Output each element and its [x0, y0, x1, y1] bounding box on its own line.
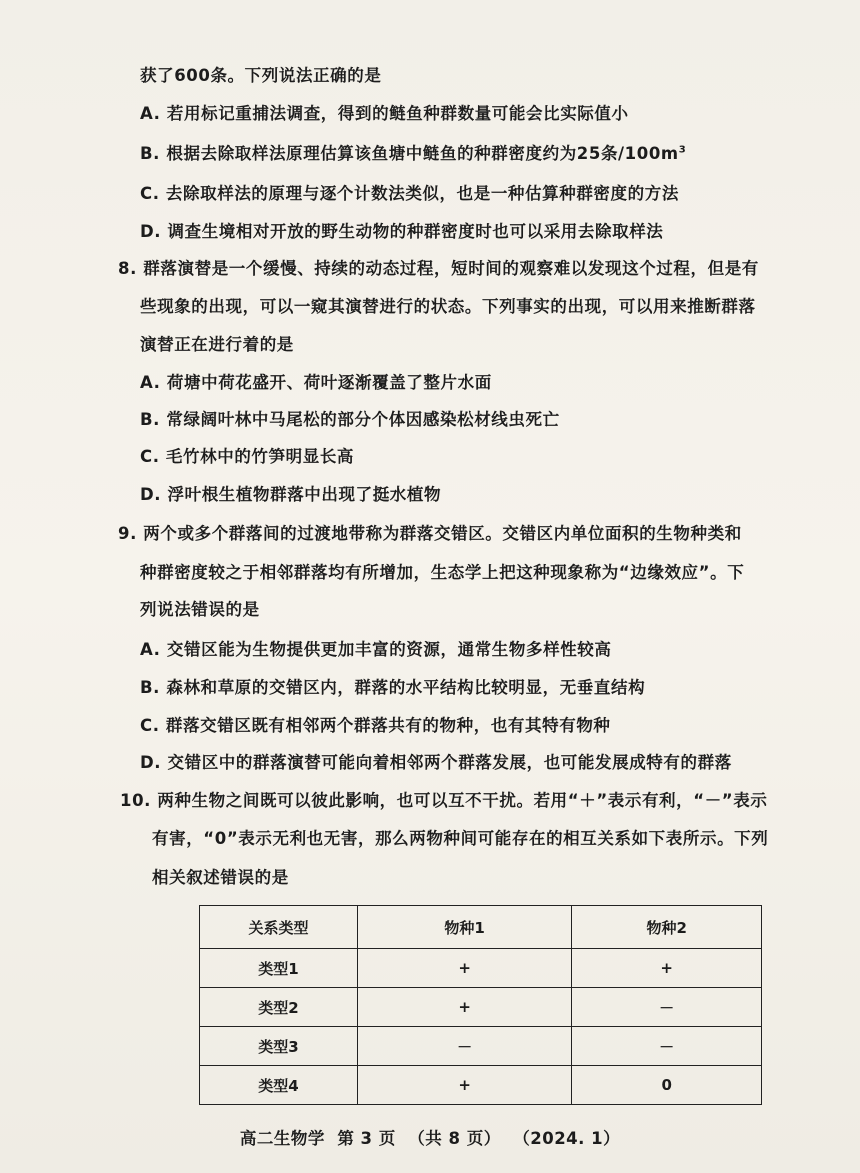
- option-7b-text: B. 根据去除取样法原理估算该鱼塘中鲢鱼的种群密度约为25条/100m: [140, 144, 679, 163]
- table-row: [200, 988, 762, 1027]
- table-header-row: [200, 906, 762, 949]
- option-8c: C. 毛竹林中的竹笋明显长高: [140, 447, 355, 466]
- option-7c: C. 去除取样法的原理与逐个计数法类似，也是一种估算种群密度的方法: [140, 184, 679, 203]
- option-9a: A. 交错区能为生物提供更加丰富的资源，通常生物多样性较高: [140, 640, 612, 659]
- option-7a: A. 若用标记重捕法调查，得到的鲢鱼种群数量可能会比实际值小: [140, 104, 629, 123]
- option-8a: A. 荷塘中荷花盛开、荷叶逐渐覆盖了整片水面: [140, 373, 492, 392]
- table-row: [200, 1066, 762, 1105]
- option-8d: D. 浮叶根生植物群落中出现了挺水植物: [140, 485, 442, 504]
- question-8-stem: 8. 群落演替是一个缓慢、持续的动态过程，短时间的观察难以发现这个过程，但是有: [118, 259, 759, 278]
- question-10-stem: 有害，“0”表示无利也无害，那么两物种间可能存在的相互关系如下表所示。下列: [152, 829, 769, 848]
- table-cell: 类型1: [200, 949, 358, 988]
- option-9c: C. 群落交错区既有相邻两个群落共有的物种，也有其特有物种: [140, 716, 611, 735]
- table-cell: +: [357, 988, 571, 1027]
- question-9-stem: 9. 两个或多个群落间的过渡地带称为群落交错区。交错区内单位面积的生物种类和: [118, 524, 742, 543]
- table-cell: 0: [572, 1066, 762, 1105]
- question-9-stem: 种群密度较之于相邻群落均有所增加，生态学上把这种现象称为“边缘效应”。下: [140, 563, 745, 582]
- question-10-stem: 10. 两种生物之间既可以彼此影响，也可以互不干扰。若用“＋”表示有利，“－”表示: [120, 791, 768, 810]
- question-9-stem: 列说法错误的是: [140, 600, 260, 619]
- page-footer: 高二生物学 第 3 页 （共 8 页） （2024. 1）: [239, 1129, 621, 1148]
- table-header-cell: 物种2: [572, 906, 762, 949]
- table-cell: 类型4: [200, 1066, 358, 1105]
- table-row: [200, 949, 762, 988]
- table-cell: +: [357, 949, 571, 988]
- cubic-superscript: 3: [678, 144, 687, 156]
- option-9d: D. 交错区中的群落演替可能向着相邻两个群落发展，也可能发展成特有的群落: [140, 753, 732, 772]
- table-cell: －: [572, 1027, 762, 1066]
- option-8b: B. 常绿阔叶林中马尾松的部分个体因感染松材线虫死亡: [140, 410, 560, 429]
- table-cell: 类型2: [200, 988, 358, 1027]
- question-8-stem: 些现象的出现，可以一窥其演替进行的状态。下列事实的出现，可以用来推断群落: [140, 297, 756, 316]
- question-7-stem-end: 获了600条。下列说法正确的是: [140, 66, 382, 85]
- option-7d: D. 调查生境相对开放的野生动物的种群密度时也可以采用去除取样法: [140, 222, 664, 241]
- table-cell: －: [572, 988, 762, 1027]
- table-row: [200, 1027, 762, 1066]
- question-10-stem: 相关叙述错误的是: [152, 868, 289, 887]
- table-cell: －: [357, 1027, 571, 1066]
- option-7b: [140, 143, 686, 165]
- table-header-cell: 关系类型: [200, 906, 358, 949]
- table-header-cell: 物种1: [357, 906, 571, 949]
- question-8-stem: 演替正在进行着的是: [140, 335, 294, 354]
- table-cell: 类型3: [200, 1027, 358, 1066]
- option-9b: B. 森林和草原的交错区内，群落的水平结构比较明显，无垂直结构: [140, 678, 646, 697]
- table-cell: +: [357, 1066, 571, 1105]
- table-cell: +: [572, 949, 762, 988]
- relationship-table: [199, 905, 762, 1105]
